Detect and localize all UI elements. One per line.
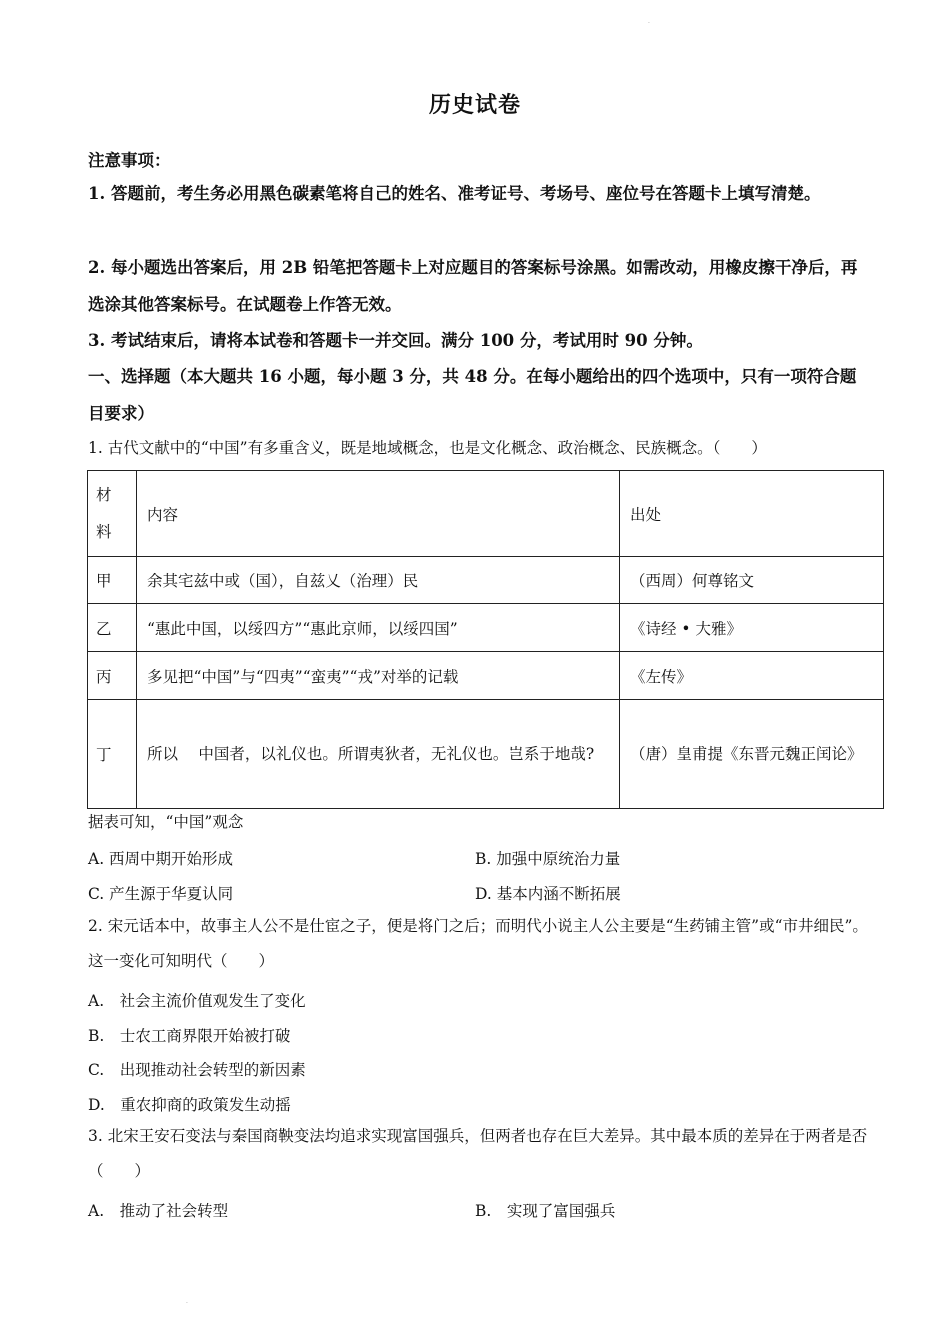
table-header-cell: 内容 bbox=[137, 471, 620, 557]
question-1-option-b[interactable]: B. 加强中原统治力量 bbox=[475, 850, 621, 868]
material-table bbox=[87, 470, 884, 809]
notice-item-3: 3. 考试结束后，请将本试卷和答题卡一并交回。满分 100 分，考试用时 90 分钟。 bbox=[88, 331, 703, 350]
table-cell: 多见把“中国”与“四夷”“蛮夷”“戎”对举的记载 bbox=[137, 652, 620, 700]
table-cell: （西周）何尊铭文 bbox=[620, 557, 884, 604]
table-cell: 《诗经 • 大雅》 bbox=[620, 604, 884, 652]
section-heading: 一、选择题（本大题共 16 小题，每小题 3 分，共 48 分。在每小题给出的四个选项中，只有一项符合题目要求） bbox=[88, 367, 857, 423]
table-header-cell: 出处 bbox=[620, 471, 884, 557]
table-row bbox=[88, 557, 884, 604]
question-1-option-a[interactable]: A. 西周中期开始形成 bbox=[88, 850, 234, 868]
table-row bbox=[88, 700, 884, 809]
question-2-option-a[interactable]: A. 社会主流价值观发生了变化 bbox=[88, 992, 306, 1010]
table-row bbox=[88, 604, 884, 652]
table-cell: “惠此中国，以绥四方”“惠此京师，以绥四国” bbox=[137, 604, 620, 652]
question-3-stem: 3. 北宋王安石变法与秦国商鞅变法均追求实现富国强兵，但两者也存在巨大差异。其中最本质的差异在于两者是否（ ） bbox=[88, 1127, 868, 1180]
table-cell: 丙 bbox=[88, 652, 137, 700]
notice-item-1: 1. 答题前，考生务必用黑色碳素笔将自己的姓名、准考证号、考场号、座位号在答题卡上填写清楚。 bbox=[88, 184, 821, 203]
question-1-option-c[interactable]: C. 产生源于华夏认同 bbox=[88, 885, 234, 903]
page-mark: · bbox=[648, 20, 650, 27]
table-cell: 余其宅兹中或（国），自兹乂（治理）民 bbox=[137, 557, 620, 604]
question-3-option-a[interactable]: A. 推动了社会转型 bbox=[88, 1202, 229, 1220]
table-header-cell: 材料 bbox=[88, 471, 137, 557]
table-cell: 《左传》 bbox=[620, 652, 884, 700]
question-2-stem: 2. 宋元话本中，故事主人公不是仕宦之子，便是将门之后；而明代小说主人公主要是“生药铺主管”或“市井细民”。这一变化可知明代（ ） bbox=[88, 917, 868, 970]
question-2-option-c[interactable]: C. 出现推动社会转型的新因素 bbox=[88, 1061, 306, 1079]
table-cell: 乙 bbox=[88, 604, 137, 652]
notice-item-2: 2. 每小题选出答案后，用 2B 铅笔把答题卡上对应题目的答案标号涂黑。如需改动，用橡皮擦干净后，再选涂其他答案标号。在试题卷上作答无效。 bbox=[88, 258, 858, 314]
question-3-option-b[interactable]: B. 实现了富国强兵 bbox=[475, 1202, 616, 1220]
page-title: 历史试卷 bbox=[428, 92, 521, 118]
question-2-option-b[interactable]: B. 士农工商界限开始被打破 bbox=[88, 1027, 291, 1045]
table-cell: 甲 bbox=[88, 557, 137, 604]
table-header-row bbox=[88, 471, 884, 557]
table-row bbox=[88, 652, 884, 700]
question-1-followup: 据表可知，“中国”观念 bbox=[88, 813, 244, 831]
notice-heading: 注意事项： bbox=[88, 151, 171, 170]
question-1-option-d[interactable]: D. 基本内涵不断拓展 bbox=[475, 885, 621, 903]
table-cell: （唐）皇甫提《东晋元魏正闰论》 bbox=[620, 700, 884, 809]
question-1-stem: 1. 古代文献中的“中国”有多重含义，既是地域概念，也是文化概念、政治概念、民族概念。（ ） bbox=[88, 439, 767, 457]
table-cell: 丁 bbox=[88, 700, 137, 809]
page-mark: · bbox=[186, 1300, 188, 1307]
table-cell: 所以 中国者，以礼仪也。所谓夷狄者，无礼仪也。岂系于地哉? bbox=[137, 700, 620, 809]
question-2-option-d[interactable]: D. 重农抑商的政策发生动摇 bbox=[88, 1096, 291, 1114]
